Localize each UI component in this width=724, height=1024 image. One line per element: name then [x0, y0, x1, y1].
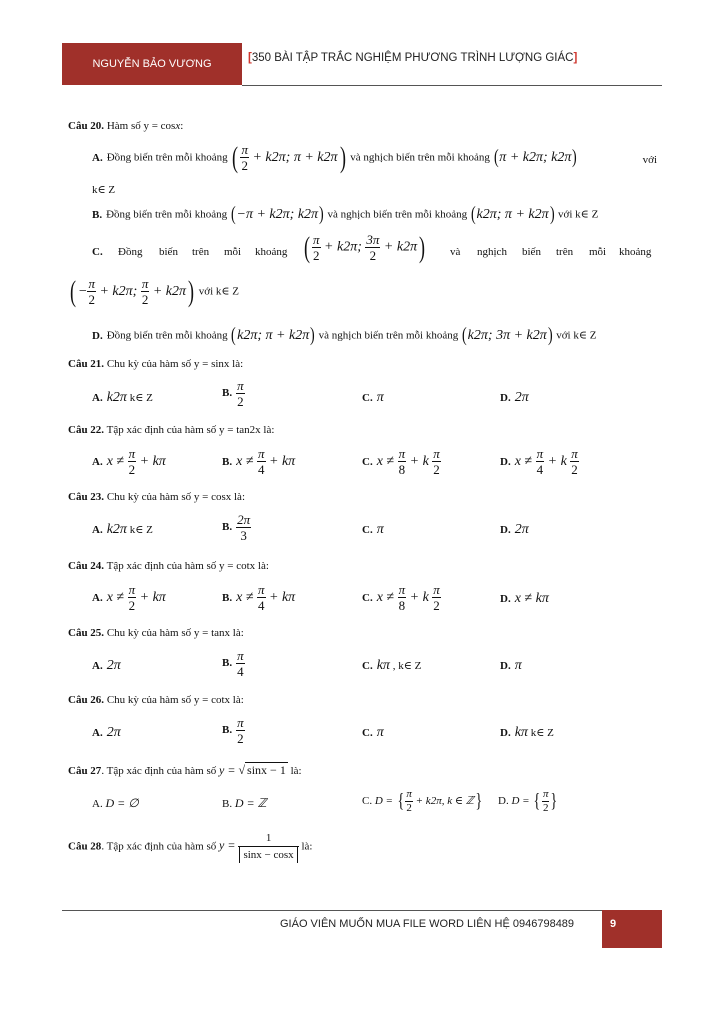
option-word: biến: [159, 246, 178, 258]
math-answer: D = ℤ: [234, 796, 267, 810]
option-word: mỗi: [589, 246, 607, 258]
option-word: Đồng: [118, 246, 143, 258]
q21-option-b[interactable]: [222, 378, 245, 409]
q24-option-c[interactable]: [362, 582, 441, 613]
option-word: trên: [192, 246, 210, 258]
option-label: A.: [92, 798, 103, 810]
option-text: và nghịch biến trên mỗi khoảng: [318, 329, 459, 342]
option-text: Đồng biến trên mỗi khoảng: [106, 151, 228, 164]
option-label: B.: [222, 387, 233, 400]
question-22: [68, 424, 274, 436]
math-interval: (−π + k2π; k2π): [230, 203, 324, 225]
option-label: D.: [500, 727, 511, 739]
q26-option-c[interactable]: [362, 725, 384, 741]
math-answer: π: [376, 725, 384, 740]
q22-option-a[interactable]: [92, 446, 166, 477]
question-stem: . Tập xác định của hàm số: [101, 765, 217, 777]
question-label: Câu 22.: [68, 424, 105, 436]
math-answer: kπ: [514, 725, 528, 740]
question-25: [68, 627, 244, 639]
question-stem: Hàm số y = cos: [106, 120, 176, 132]
question-label: Câu 27: [68, 765, 102, 777]
math-answer: x ≠ $\frac{\pi}{4}$ + kπ: [236, 446, 296, 477]
question-stem: Chu kỳ của hàm số y = tanx là:: [106, 627, 244, 639]
option-label: A.: [92, 151, 103, 164]
option-label: B.: [222, 657, 233, 670]
question-stem-end: là:: [290, 765, 302, 777]
question-23: [68, 491, 245, 503]
option-label: B.: [222, 724, 233, 737]
q25-option-d[interactable]: [500, 658, 522, 674]
option-word: trên: [556, 246, 574, 258]
option-label: B.: [92, 208, 103, 221]
math-answer: π: [376, 390, 384, 405]
option-word: khoảng: [619, 246, 652, 258]
q27-option-a[interactable]: [92, 796, 139, 811]
q24-option-d[interactable]: [500, 591, 549, 607]
q20-option-c[interactable]: [92, 230, 657, 274]
math-interval: ( $\frac{\pi}{2}$ + k2π; $\frac{3\pi}{2}$ + k2π): [304, 230, 426, 264]
question-label: Câu 21.: [68, 358, 105, 370]
question-24: [68, 560, 269, 572]
q25-option-b[interactable]: [222, 648, 245, 679]
math-interval: (k2π; π + k2π): [470, 203, 555, 225]
question-stem: Chu kỳ của hàm số y = cosx là:: [106, 491, 245, 503]
option-label: A.: [92, 727, 103, 739]
q20-option-b[interactable]: [92, 203, 598, 226]
math-answer: x ≠ $\frac{\pi}{4}$ + k $\frac{\pi}{2}$: [514, 446, 578, 477]
question-21: [68, 358, 243, 370]
math-answer: D = ∅: [105, 796, 139, 810]
math-answer: $\frac{\pi}{4}$: [237, 648, 244, 679]
option-label: B.: [222, 591, 233, 604]
math-answer: 2π: [106, 658, 121, 673]
math-answer: $\frac{\pi}{2}$: [237, 715, 244, 746]
option-label: A.: [92, 524, 103, 536]
option-label: C.: [362, 591, 373, 604]
option-label: A.: [92, 660, 103, 672]
math-answer: x ≠ $\frac{\pi}{4}$ + kπ: [236, 582, 296, 613]
q20-option-c-cont: [68, 276, 239, 307]
option-text: Đồng biến trên mỗi khoảng: [106, 208, 228, 221]
option-label: D.: [498, 795, 509, 808]
q23-option-d[interactable]: [500, 522, 529, 538]
question-stem: Tập xác định của hàm số y = cotx là:: [106, 560, 269, 572]
option-label: D.: [500, 455, 511, 468]
question-label: Câu 24.: [68, 560, 105, 572]
question-stem-end: là:: [301, 840, 313, 853]
option-word: và: [450, 246, 461, 258]
math-answer: x ≠ $\frac{\pi}{8}$ + k $\frac{\pi}{2}$: [376, 446, 440, 477]
header-author: NGUYỄN BẢO VƯƠNG: [92, 58, 212, 70]
math-answer: k2π: [106, 522, 127, 537]
question-stem: . Tập xác định của hàm số: [101, 840, 217, 853]
math-answer: $\frac{2\pi}{3}$: [237, 512, 251, 543]
option-label: A.: [92, 591, 103, 604]
option-label: A.: [92, 455, 103, 468]
header-rule: [242, 85, 662, 86]
question-20: [68, 120, 183, 132]
option-label: A.: [92, 392, 103, 404]
option-label: C.: [362, 455, 373, 468]
option-label: C.: [362, 795, 373, 808]
option-word: nghịch: [477, 246, 507, 258]
question-label: Câu 20.: [68, 120, 105, 132]
option-text: với k∈ Z: [556, 329, 597, 342]
option-label: D.: [500, 392, 511, 404]
question-label: Câu 23.: [68, 491, 105, 503]
option-text: k∈ Z: [92, 184, 116, 196]
math-function: y = $\frac{1}{\sin x - \cos x}$: [219, 838, 299, 852]
math-answer: π: [514, 658, 522, 673]
option-text: k∈ Z: [530, 727, 554, 739]
q20-option-a-cont: [92, 183, 115, 196]
question-label: Câu 25.: [68, 627, 105, 639]
math-answer: 2π: [514, 522, 529, 537]
math-answer: x ≠ $\frac{\pi}{8}$ + k $\frac{\pi}{2}$: [376, 582, 440, 613]
math-answer: x ≠ kπ: [514, 591, 549, 606]
question-stem: Chu kỳ của hàm số y = cotx là:: [106, 694, 244, 706]
question-26: [68, 694, 244, 706]
option-label: D.: [92, 329, 103, 342]
option-word: mỗi: [224, 246, 242, 258]
option-text: k∈ Z: [129, 524, 153, 536]
option-label: B.: [222, 521, 233, 534]
question-stem: Chu kỳ của hàm số y = sinx là:: [106, 358, 244, 370]
math-answer: x ≠ $\frac{\pi}{2}$ + kπ: [106, 446, 166, 477]
math-answer: 2π: [106, 725, 121, 740]
math-interval: ( $\frac{\pi}{2}$ + k2π; π + k2π): [232, 140, 346, 174]
header-bracket-close: ]: [573, 52, 578, 64]
option-label: C.: [92, 246, 103, 258]
footer-rule: [62, 910, 602, 911]
option-text: k∈ Z: [129, 392, 153, 404]
q26-option-a[interactable]: [92, 725, 121, 741]
footer-contact: GIÁO VIÊN MUỐN MUA FILE WORD LIÊN HỆ 0946798489: [280, 918, 575, 930]
math-answer: k2π: [106, 390, 127, 405]
q25-option-a[interactable]: [92, 658, 121, 674]
option-text: với k∈ Z: [558, 208, 599, 221]
option-text: Đồng biến trên mỗi khoảng: [106, 329, 228, 342]
q27-option-c[interactable]: [362, 788, 484, 815]
math-answer: x ≠ $\frac{\pi}{2}$ + kπ: [106, 582, 166, 613]
q22-option-d[interactable]: [500, 446, 579, 477]
option-label: C.: [362, 727, 373, 739]
option-label: C.: [362, 660, 373, 672]
math-interval: ( − $\frac{\pi}{2}$ + k2π; $\frac{\pi}{2}$ + k2π): [70, 274, 195, 308]
option-text: , k∈ Z: [392, 660, 422, 672]
q26-option-b[interactable]: [222, 715, 245, 746]
question-stem: Tập xác định của hàm số y = tan2x là:: [106, 424, 275, 436]
math-interval: (k2π; 3π + k2π): [462, 324, 553, 346]
math-interval: (π + k2π; k2π): [493, 146, 578, 168]
q23-option-b[interactable]: [222, 512, 251, 543]
q24-option-a[interactable]: [92, 582, 166, 613]
q24-option-b[interactable]: [222, 582, 295, 613]
q23-option-c[interactable]: [362, 522, 384, 538]
option-text: và nghịch biến trên mỗi khoảng: [327, 208, 468, 221]
math-interval: (k2π; π + k2π): [231, 324, 315, 346]
option-label: B.: [222, 798, 233, 810]
header-title: 350 BÀI TẬP TRẮC NGHIỆM PHƯƠNG TRÌNH LƯỢNG GIÁC: [251, 52, 574, 64]
q20-option-a[interactable]: [92, 142, 657, 173]
option-label: C.: [362, 524, 373, 536]
math-answer: D = { $\frac{\pi}{2}$ + k2π, k ∈ ℤ}: [374, 788, 483, 814]
q23-option-a[interactable]: [92, 522, 153, 538]
q21-option-c[interactable]: [362, 390, 384, 406]
question-label: Câu 28: [68, 840, 102, 853]
option-text: và nghịch biến trên mỗi khoảng: [350, 151, 490, 164]
math-answer: 2π: [514, 390, 529, 405]
header-bracket-open: [: [248, 52, 252, 64]
option-label: D.: [500, 593, 511, 605]
header-title-line: [248, 52, 577, 64]
option-label: B.: [222, 455, 233, 468]
q27-option-d[interactable]: [498, 788, 559, 815]
q25-option-c[interactable]: [362, 658, 421, 674]
q20-option-d[interactable]: [92, 324, 596, 347]
page-number-box: [602, 910, 662, 948]
option-word: biến: [522, 246, 541, 258]
option-label: D.: [500, 524, 511, 536]
question-28: [68, 830, 312, 863]
q21-option-d[interactable]: [500, 390, 529, 406]
q21-option-a[interactable]: [92, 390, 153, 406]
q22-option-b[interactable]: [222, 446, 295, 477]
page-number: 9: [610, 918, 617, 930]
question-stem-end: :: [180, 120, 184, 132]
q26-option-d[interactable]: [500, 725, 554, 741]
q27-option-b[interactable]: [222, 796, 267, 811]
math-answer: kπ: [376, 658, 390, 673]
math-function: y = √ sinx − 1: [219, 763, 286, 777]
option-label: C.: [362, 392, 373, 404]
q22-option-c[interactable]: [362, 446, 441, 477]
header-author-box: [62, 43, 242, 85]
question-27: [68, 762, 302, 778]
option-word: khoảng: [255, 246, 288, 258]
option-label: D.: [500, 660, 511, 672]
math-answer: $\frac{\pi}{2}$: [237, 378, 244, 409]
question-label: Câu 26.: [68, 694, 105, 706]
question-stem-var: x: [175, 120, 181, 132]
option-text: với: [642, 154, 657, 166]
option-text: với k∈ Z: [198, 285, 240, 298]
math-answer: π: [376, 522, 384, 537]
math-answer: D = { $\frac{\pi}{2}$ }: [511, 788, 558, 814]
